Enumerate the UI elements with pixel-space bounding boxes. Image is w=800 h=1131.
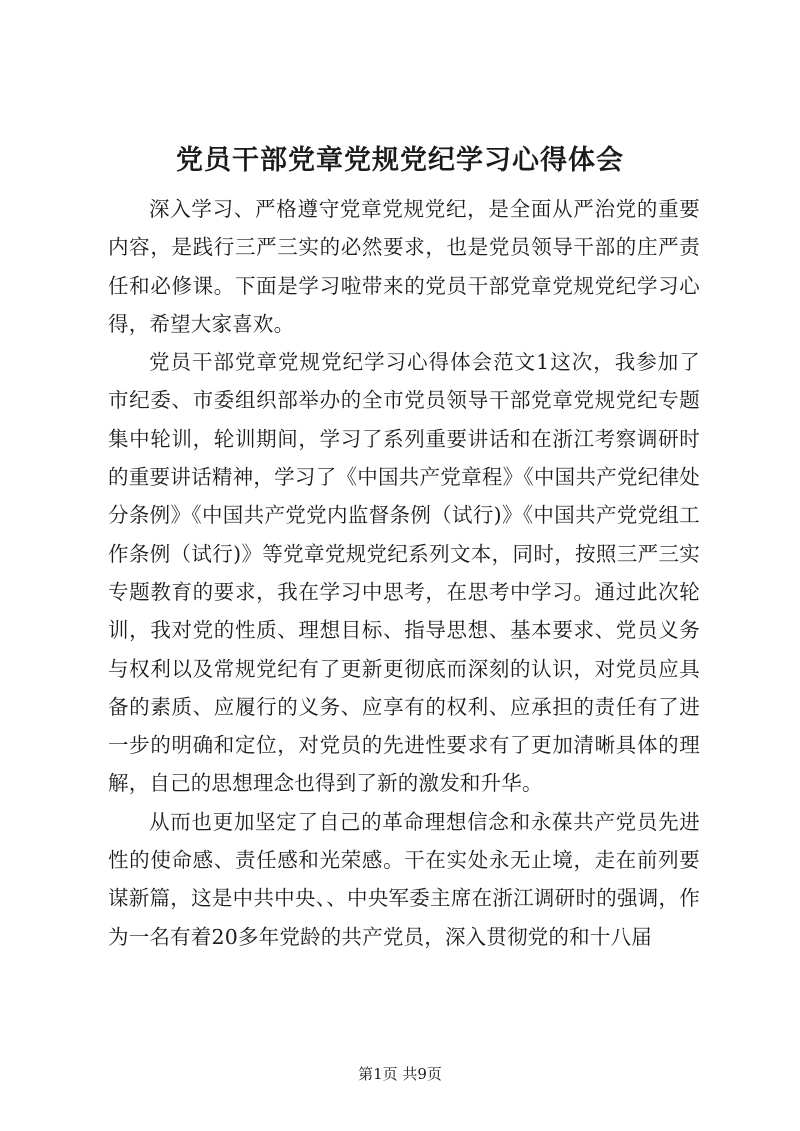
paragraph-essay-2: 从而也更加坚定了自己的革命理想信念和永葆共产党员先进性的使命感、责任感和光荣感。干在实处永无止境，走在前列要谋新篇，这是中共中央、、中央军委主席在浙江调研时的强调，作为一名有着20多年党龄的共产党员，深入贯彻党的和十八届 <box>108 809 700 949</box>
paragraph-intro: 深入学习、严格遵守党章党规党纪，是全面从严治党的重要内容，是践行三严三实的必然要求，也是党员领导干部的庄严责任和必修课。下面是学习啦带来的党员干部党章党规党纪学习心得，希望大家喜欢。 <box>108 197 700 336</box>
paragraph-essay-1: 党员干部党章党规党纪学习心得体会范文1这次，我参加了市纪委、市委组织部举办的全市党员领导干部党章党规党纪专题集中轮训，轮训期间，学习了系列重要讲话和在浙江考察调研时的重要讲话精神，学习了《中国共产党章程》《中国共产党纪律处分条例》《中国共产党党内监督条例（试行)》《中国共产党党组工作条例（试行)》等党章党规党纪系列文本，同时，按照三严三实专题教育的要求，我在学习中思考，在思考中学习。通过此次轮训，我对党的性质、理想目标、指导思想、基本要求、党员义务与权利以及常规党纪有了更新更彻底而深刻的认识，对党员应具备的素质、应履行的义务、应享有的权利、应承担的责任有了进一步的明确和定位，对党员的先进性要求有了更加清晰具体的理解，自己的思想理念也得到了新的激发和升华。 <box>108 350 700 796</box>
page-number-footer: 第1页 共9页 <box>358 1065 442 1083</box>
document-title: 党员干部党章党规党纪学习心得体会 <box>176 145 624 176</box>
document-body <box>108 190 700 956</box>
